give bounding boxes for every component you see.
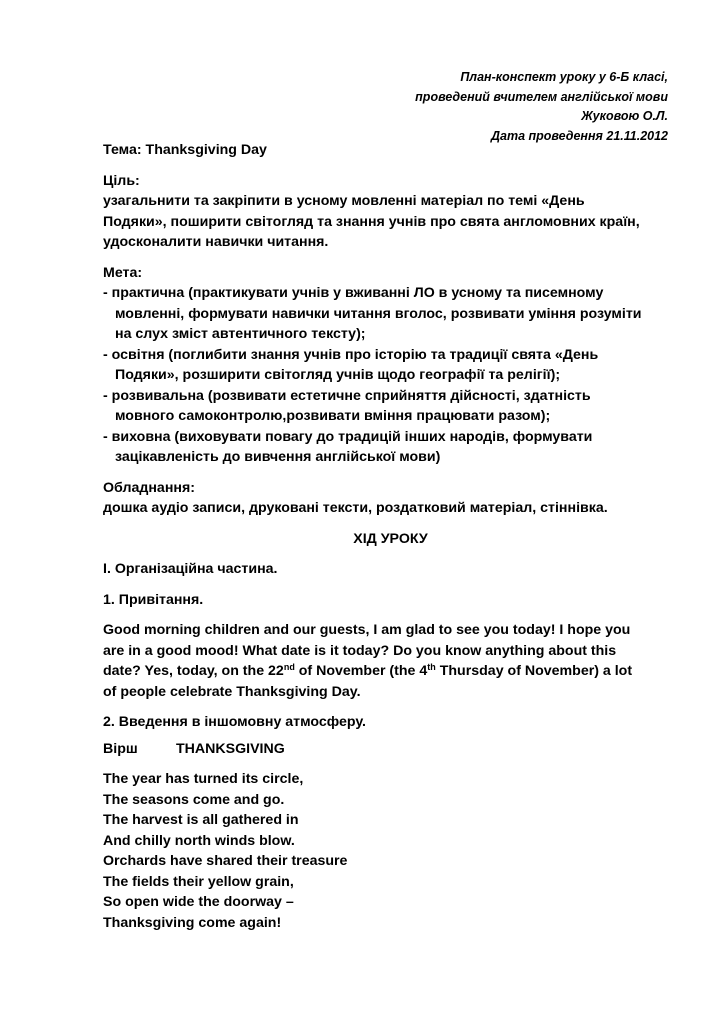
- header-line-plan: План-конспект уроку у 6-Б класі,: [460, 70, 668, 84]
- greeting-label: 1. Привітання.: [103, 591, 204, 608]
- verse-line: Thanksgiving come again!: [103, 914, 282, 931]
- greeting-line: of people celebrate Thanksgiving Day.: [103, 683, 361, 700]
- greeting-line: [103, 661, 678, 682]
- aim-educational: - освітня (поглибити знання учнів про історію та традиції свята «День: [103, 346, 599, 363]
- part-organizational: I. Організаційна частина.: [103, 561, 278, 577]
- header-line-date: Дата проведення 21.11.2012: [490, 128, 668, 143]
- verse-line: So open wide the doorway –: [103, 894, 294, 910]
- aim-developmental-cont: мовного самоконтролю,розвивати вміння працювати разом);: [115, 408, 551, 424]
- aim-developmental: - розвивальна (розвивати естетичне сприйняття дійсності, здатність: [103, 387, 591, 404]
- aim-practical: - практична (практикувати учнів у вживанні ЛО в усному та писемному: [103, 285, 604, 301]
- equipment-text: дошка аудіо записи, друковані тексти, роздатковий матеріал, стіннівка.: [103, 500, 608, 516]
- lesson-progress-title: ХІД УРОКУ: [353, 530, 428, 547]
- ordinal-suffix: th: [427, 662, 436, 672]
- aim-practical-cont: мовленні, формувати навички читання вголос, розвивати уміння розуміти: [115, 305, 642, 322]
- verse-label: Вірш: [103, 740, 138, 757]
- aim-practical-cont: на слух зміст автентичного тексту);: [115, 326, 366, 342]
- aim-upbringing-cont: зацікавленість до вивчення англійської мови): [115, 449, 441, 465]
- verse-line: Orchards have shared their treasure: [103, 853, 348, 869]
- goal-line: Подяки», поширити світогляд та знання учнів про свята англомовних країн,: [103, 213, 640, 230]
- lesson-topic: Тема: Thanksgiving Day: [103, 142, 267, 158]
- aim-educational-cont: Подяки», розширити світогляд учнів щодо географії та релігії);: [115, 367, 561, 383]
- header-line-teacher: проведений вчителем англійської мови: [415, 89, 668, 104]
- ordinal-suffix: nd: [283, 662, 295, 672]
- verse-line: The year has turned its circle,: [103, 771, 304, 787]
- greeting-text: Thursday of November) a lot: [435, 663, 633, 679]
- greeting-line: Good morning children and our guests, I am glad to see you today! I hope you: [103, 622, 631, 638]
- greeting-line: are in a good mood! What date is it today? Do you know anything about this: [103, 642, 617, 659]
- verse-heading: [103, 739, 678, 760]
- header-line-name: Жуковою О.Л.: [581, 109, 668, 123]
- verse-line: The fields their yellow grain,: [103, 873, 294, 890]
- goal-line: удосконалити навички читання.: [103, 234, 329, 250]
- document-body: [103, 140, 678, 933]
- verse-line: And chilly north winds blow.: [103, 832, 295, 849]
- intro-heading: 2. Введення в іншомовну атмосферу.: [103, 714, 366, 730]
- greeting-text: date? Yes, today, on the 22: [103, 663, 284, 679]
- verse-line: The harvest is all gathered in: [103, 812, 299, 828]
- equipment-label: Обладнання:: [103, 479, 195, 496]
- aims-label: Мета:: [103, 264, 143, 281]
- greeting-text: of November (the 4: [294, 663, 428, 679]
- goal-label: Ціль:: [103, 172, 140, 189]
- aim-upbringing: - виховна (виховувати повагу до традицій інших народів, формувати: [103, 428, 593, 445]
- verse-title: THANKSGIVING: [176, 740, 285, 757]
- verse-line: The seasons come and go.: [103, 791, 285, 808]
- document-header: [415, 68, 668, 146]
- goal-line: узагальнити та закріпити в усному мовленні матеріал по темі «День: [103, 193, 585, 209]
